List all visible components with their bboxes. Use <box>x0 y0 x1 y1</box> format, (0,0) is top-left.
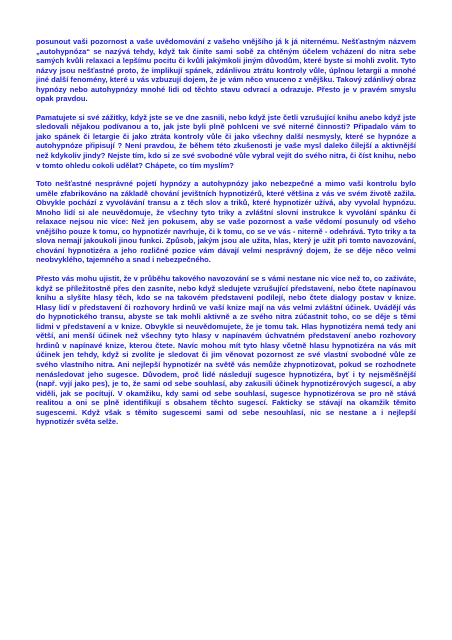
paragraph-4: Přesto vás mohu ujistit, že v průběhu takového navozování se s vámi nestane nic více než to, co zaživáte, když se příležitostně přes den zasníte, nebo když sledujete vzrušující představení, nebo čtete napínavou knihu a slyšíte hlasy těch, kdo se na takovém představení podílejí, nebo čtete dialogy postav v knize. Hlasy lidí v představení či rozhovory hrdinů ve vaší knize mají na vás velmi zvláštní účinek. Uvádějí vás do hypnotického transu, abyste se tak mohli aktivně a ze svého nitra zúčastnit toho, co se děje s těmi lidmi v představení a v knize. Obvykle si neuvědomujete, že je tomu tak. Hlas hypnotizéra nemá tedy ani větší, ani menší účinek než všechny tyto hlasy v napínavém úchvatném představení anebo rozhovory hrdinů v napínavé knize, kterou čtete. Navíc mohou mít tyto hlasy včetně hlasu hypnotizéra na vás mít účinek jen tehdy, když si zvolíte je sledovat či jim věnovat pozornost ze své vlastní svobodné vůle ze svého vlastního nitra. Ani nejlepší hypnotizér na světě vás nemůže zhypnotizovat, pokud se rozhodnete nenásledovat jeho sugesce. Důvodem, proč lidé následují sugesce hypnotizéra, byť i ty nejsměšnější (např. vyjí jako pes), je to, že sami od sebe souhlasí, aby zakusili účinek hypnotizérových sugescí, a aby viděli, jak se pocítují. V okamžiku, kdy sami od sebe souhlasí, sugesce hypnotizérova se pro ně stává realitou a oni se plně identifikují s obsahem těchto sugescí. Fakticky se stávají na okamžik těmito sugescemi. Když však s těmito sugescemi sami od sebe nesouhlasí, nic se nestane a i nejlepší hypnotizér světa selže. <box>36 274 416 427</box>
document-page <box>36 37 416 436</box>
paragraph-3: Toto nešťastné nesprávné pojetí hypnózy a autohypnózy jako nebezpečné a mimo vaši kontrolu bylo uměle zfabrikováno na základě chování jevištních hypnotizérů, které většina z vás ve svém životě zažila. Obvykle pochází z vyvolávání transu a z těch slov a triků, které hypnotizér užívá, aby vyvolal hypnózu. Mnoho lidí si ale neuvědomuje, že všechny tyto triky a zvláštní slovní instrukce k vyvolání spánku či relaxace nejsou nic více: Než jen pokusem, aby se vaše pozornost a vaše vědomí posunuly od všeho vnějšího pouze k tomu, co hypnotizér navrhuje, či k tomu, co se ve vás - niterně - odehrává. Tyto triky a ta slova nemají jakoukoli jinou funkci. Způsob, jakým jsou ale užita, hlas, který je užit při tomto navozování, chování hypnotizéra a jeho rozličné pozice vám dávají velmi nesprávný dojem, že se děje něco velmi neobvyklého, tajemného a snad i nebezpečného. <box>36 179 416 265</box>
paragraph-1: posunout vaši pozornost a vaše uvědomování z vašeho vnějšího já k já niternému. Nešťastným názvem „autohypnóza“ se nazývá tehdy, když tak činíte sami sobě za chtěným účelem vcházení do nitra sebe samých kvůli relaxaci a lepšímu pocitu či kvůli jakýmkoli jiným důvodům, které byste si mohli zvolit. Tyto názvy jsou nešťastné proto, že implikují spánek, zdánlivou ztrátu kontroly vůle, úplnou letargii a mnohé jiné další fenomény, které u vás vzbuzují dojem, že je vám něco vnuceno z vnějšku. Takový zdánlivý obraz hypnózy nebo autohypnózy mnohé lidi od těchto stavu odvrací a odrazuje. Přesto je v pravém smyslu opak pravdou. <box>36 37 416 104</box>
paragraph-2: Pamatujete si své zážitky, když jste se ve dne zasnili, nebo když jste četli vzrušující knihu anebo když jste sledovali nějakou podívanou a to, jak jste byli plně pohlceni ve své niterné činnosti? Připadalo vám to jako spánek či letargie či jako ztráta kontroly vůle či jako všechny další nesmysly, které se hypnóze a autohypnóze připisují ? Není pravdou, že během této zkušenosti je vaše mysl daleko čilejší a aktivnější než kdykoliv jindy? Nejste tím, kdo si ze své svobodné vůle vybral vejít do svého nitra, či číst knihu, nebo v tomto ohledu cokoli udělat? Chápete, co tím myslím? <box>36 112 416 170</box>
